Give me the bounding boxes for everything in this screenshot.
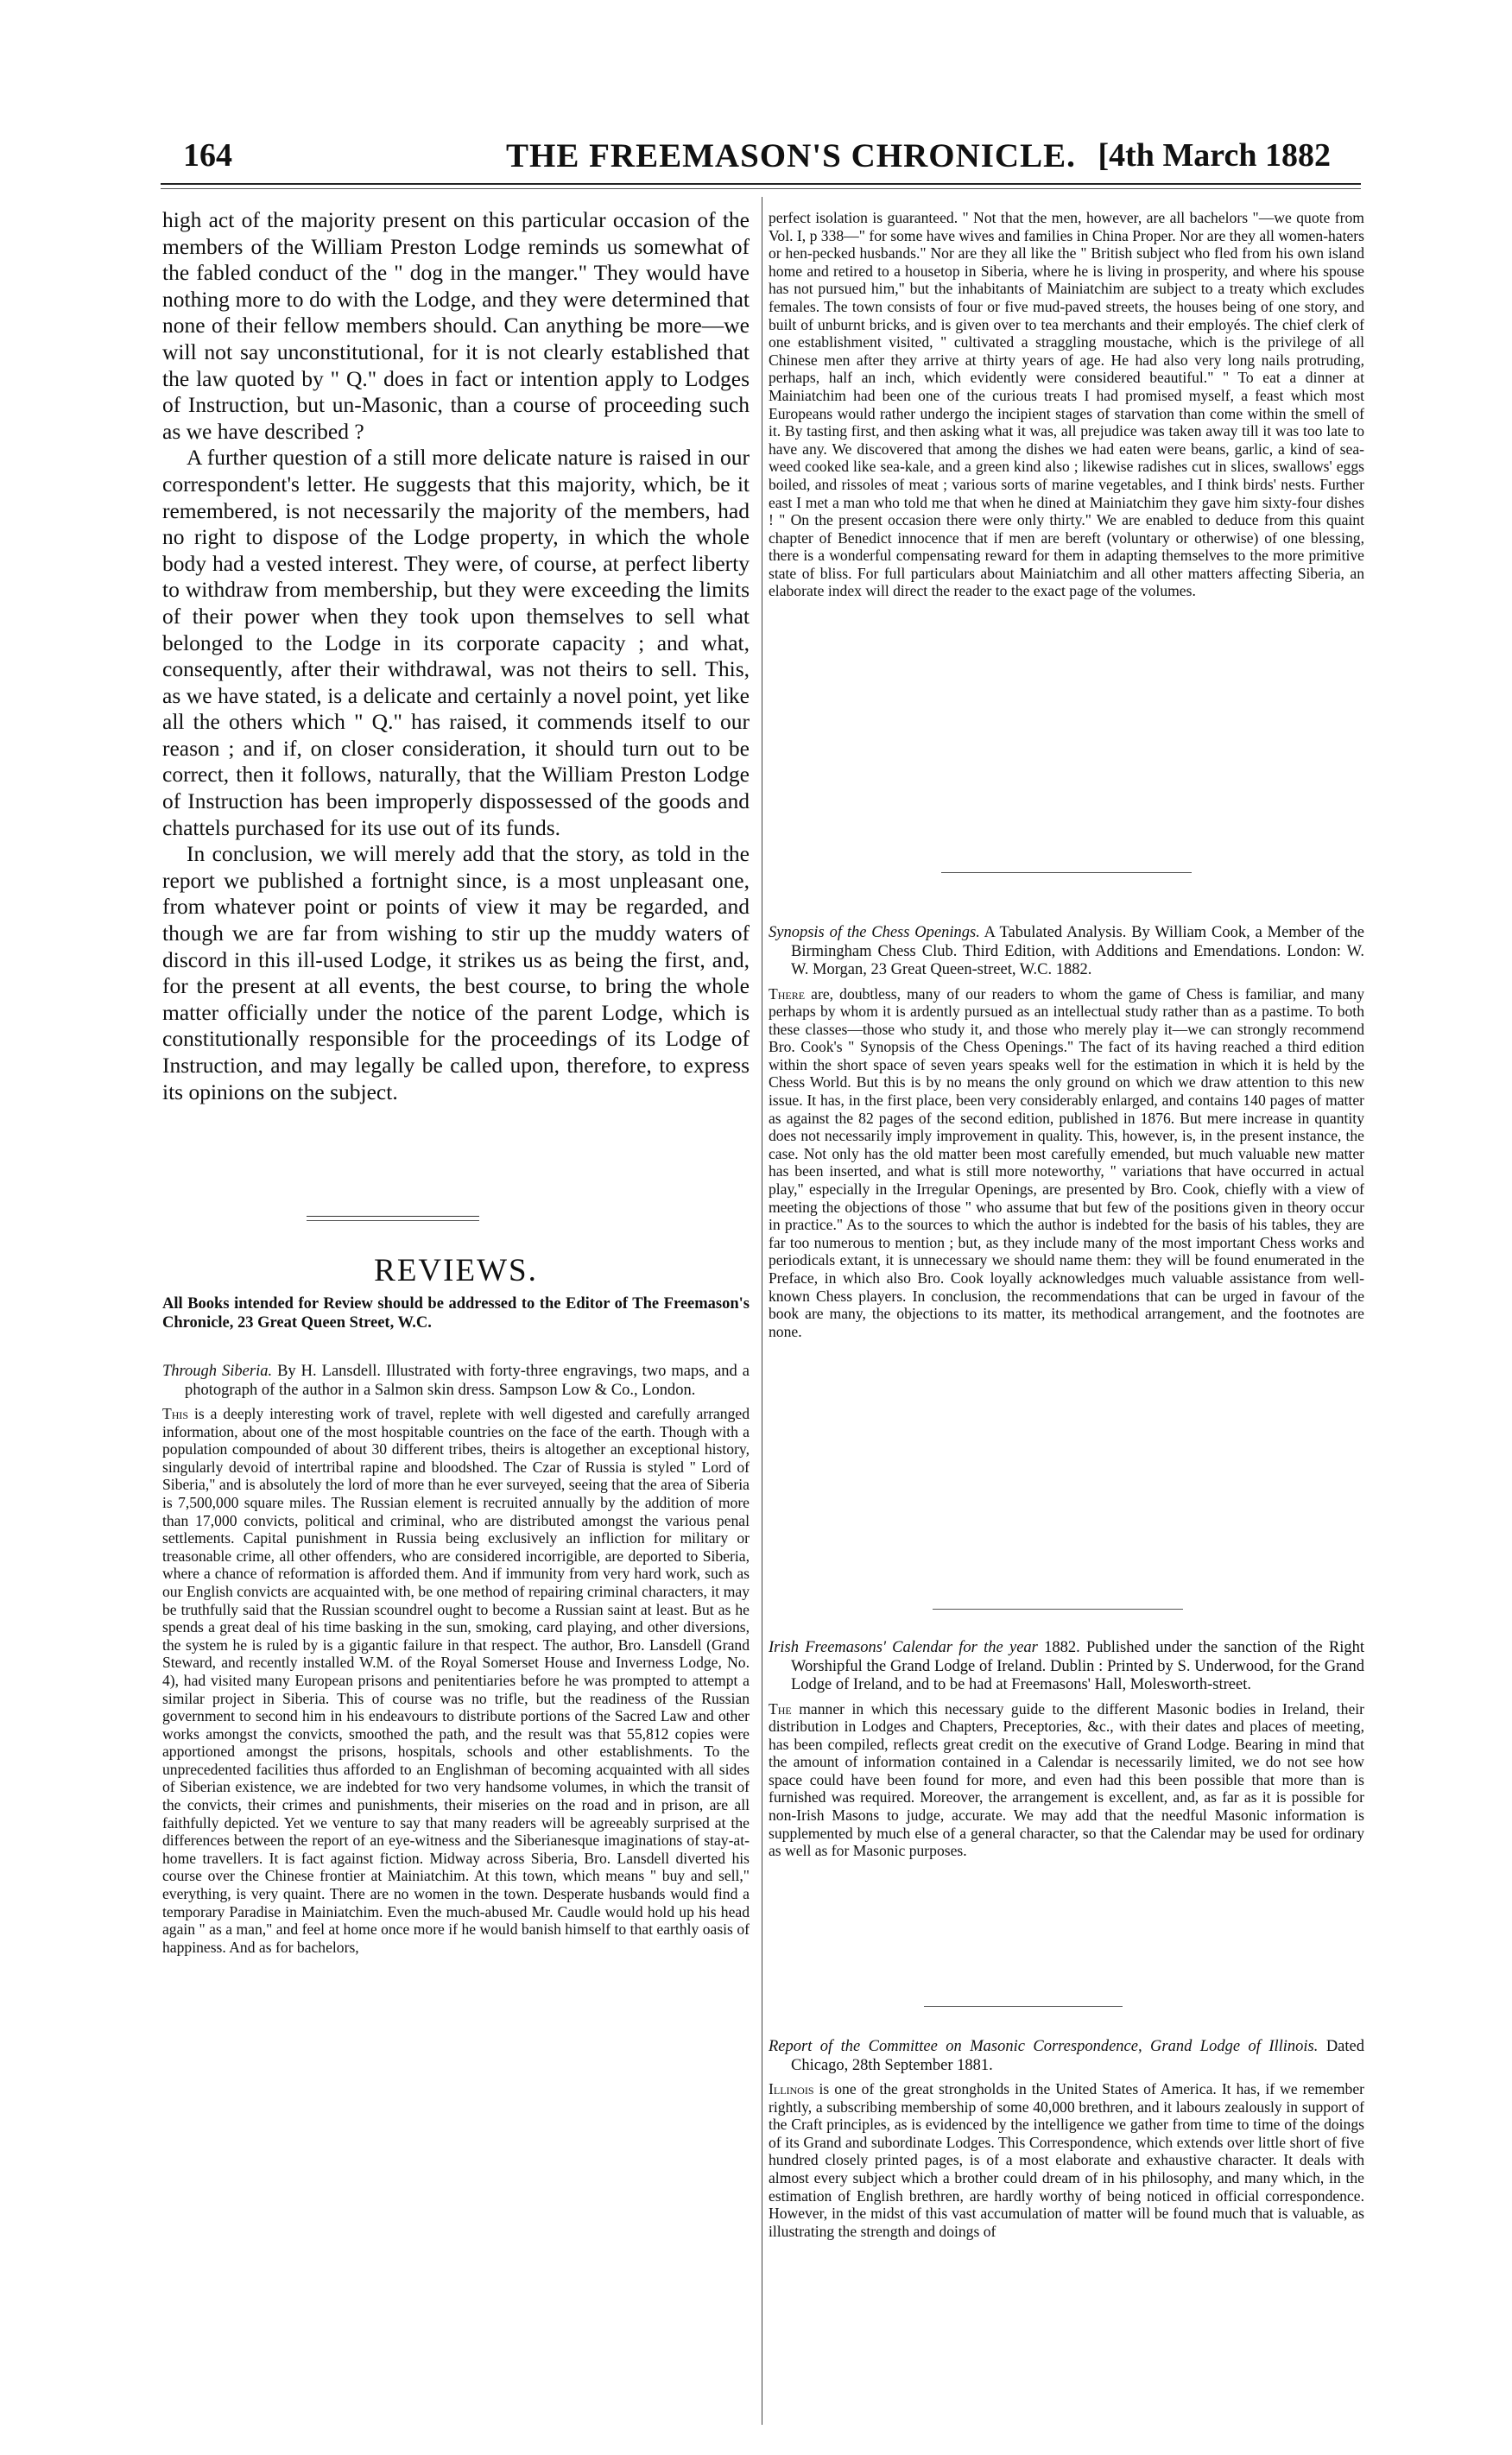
siberia-book-heading — [162, 1363, 750, 1400]
siberia-review-body — [162, 1405, 750, 1956]
illinois-book-details: Dated Chicago, 28th September 1881. — [791, 2038, 1364, 2074]
siberia-body-text: is a deeply interesting work of travel, replete with well digested and carefully arranged information, about one of the most hospitable countries on the face of the earth. Though with a population compounded of about 30 different tribes, theirs is altogether an exceptional history, singularly devoid of intertribal rapine and bloodshed. The Czar of Russia is styled " Lord of Siberia," and is absolutely the lord of more than he ever surveyed, seeing that the area of Siberia is 7,500,000 square miles. The Russian element is recruited annually by the addition of more than 17,000 convicts, political and criminal, who are distributed amongst the various penal settlements. Capital punishment in Russia being exclusively an infliction for military or treasonable crime, all other offenders, who are considered incorrigible, are deported to Siberia, where a chance of reformation is afforded them. And if immunity from very hard work, such as our English convicts are acquainted with, be one method of repairing criminal characters, it may be truthfully said that the Russian scoundrel ought to become a Russian saint at least. But as he spends a great deal of his time basking in the sun, smoking, card playing, and other diversions, the system he is ruled by is a gigantic failure in that respect. The author, Bro. Lansdell (Grand Steward, and recently installed W.M. of the Royal Somerset House and Inverness Lodge, No. 4), had visited many European prisons and penitentiaries before he was prompted to attempt a similar project in Siberia. This of course was no trifle, but the readiness of the Russian government to second him in his endeavours to distribute portions of the Sacred Law and other works amongst the convicts, smoothed the path, and the result was that 55,812 copies were apportioned amongst the prisons, hospitals, schools and other establishments. To the unprecedented facilities thus afforded to an Englishman of becoming acquainted with all sides of Siberian existence, we are indebted for two very handsome volumes, in which the transit of the convicts, their crimes and punishments, their miseries on the road and in prison, are all faithfully depicted. Yet we venture to say that many readers will be agreeably surprised at the differences between the report of an eye-witness and the Siberianesque imaginations of stay-at-home travellers. It is fact against fiction. Midway across Siberia, Bro. Lansdell diverted his course over the Chinese frontier at Mainiatchim. At this town, which means " buy and sell," everything, is very quaint. There are no women in the town. Desperate husbands would find a temporary Paradise in Mainiatchim. Even the much-abused Mr. Caudle would hold up his head again " as a man," and feel at home once more if he would banish himself to that earthly oasis of happiness. And as for bachelors, — [162, 1405, 750, 1956]
section-divider — [933, 1609, 1183, 1610]
editorial-paragraph-2: A further question of a still more delicate nature is raised in our correspondent's letter. He suggests that this majority, which, be it remembered, is not necessarily the majority of the members, had no right to dispose of the Lodge property, in which the whole body had a vested interest. They were, of course, at perfect liberty to withdraw from membership, but they were exceeding the limits of their power when they took upon themselves to sell what belonged to the Lodge in its corporate capacity ; and what, consequently, after their withdrawal, was not theirs to sell. This, as we have stated, is a delicate and certainly a novel point, yet like all the others which " Q." has raised, it commends itself to our reason ; and if, on closer consideration, it should turn out to be correct, then it follows, naturally, that the William Preston Lodge of Instruction has been improperly dispossessed of the goods and chattels purchased for its use out of its funds. — [162, 445, 750, 840]
page-number: 164 — [183, 137, 232, 174]
reviews-note: All Books intended for Review should be addressed to the Editor of The Freemason's Chronicle, 23 Great Queen Street, W.C. — [162, 1295, 750, 1332]
editorial-article — [162, 207, 750, 1105]
irish-review-body — [769, 1700, 1364, 1860]
illinois-review-body — [769, 2080, 1364, 2240]
chess-book-details: A Tabulated Analysis. By William Cook, a Member of the Birmingham Chess Club. Third Edition, with Additions and Emendations. London: W. W. Morgan, 23 Great Queen-street, W.C. 1882. — [791, 924, 1364, 978]
siberia-book-details: By H. Lansdell. Illustrated with forty-three engravings, two maps, and a photograph of the author in a Salmon skin dress. Sampson Low & Co., London. — [185, 1363, 750, 1399]
illinois-book-heading — [769, 2038, 1364, 2075]
section-divider-thin — [307, 1220, 479, 1221]
review-chess — [769, 924, 1364, 1340]
chess-book-heading — [769, 924, 1364, 980]
siberia-lead-word: This — [162, 1405, 189, 1422]
illinois-book-title: Report of the Committee on Masonic Correspondence, Grand Lodge of Illinois. — [769, 2038, 1319, 2055]
issue-date: [4th March 1882 — [1098, 137, 1331, 174]
siberia-continued — [769, 209, 1364, 600]
illinois-body-text: is one of the great strongholds in the United States of America. It has, if we remember rightly, a subscribing membership of some 40,000 brethren, and it labours zealously in support of the Craft principles, as is evidenced by the intelligence we gather from time to time of the doings of its Grand and subordinate Lodges. This Correspondence, which extends over little short of five hundred closely printed pages, is of a most elaborate and exhaustive character. It deals with almost every subject which a brother could dream of in his philosophy, and many which, in the estimation of English brethren, are hardly worthy of being noticed in official correspondence. However, in the midst of this vast accumulation of matter will be found much that is valuable, as illustrating the strength and doings of — [769, 2080, 1364, 2240]
review-irish-calendar — [769, 1639, 1364, 1860]
chess-book-title: Synopsis of the Chess Openings. — [769, 924, 980, 941]
siberia-continued-text: perfect isolation is guaranteed. " Not that the men, however, are all bachelors "—we quote from Vol. I, p 338—" for some have wives and families in China Proper. Nor are they all women-haters or hen-pecked husbands." Nor are they all like the " British subject who fled from his own island home and retired to a housetop in Siberia, where he is living in prosperity, and where his spouse has not pursued him," but the inhabitants of Mainiatchim are subject to a treaty which excludes females. The town consists of four or five mud-paved streets, the houses being of one story, and built of unburnt bricks, and is given over to tea merchants and their employés. The chief clerk of one establishment visited, " cultivated a straggling moustache, which is the privilege of all Chinese men after they arrive at thirty years of age. He had also very long nails protruding, perhaps, half an inch, which evidently were considered beautiful." " To eat a dinner at Mainiatchim had been one of the curious treats I had promised myself, a feast which most Europeans would rather undergo the incipient stages of starvation than come within the smell of it. By tasting first, and then asking what it was, all prejudice was taken away till it was too late to have any. We discovered that among the dishes we had eaten were beans, garlic, a kind of sea-weed cooked like sea-kale, and a green kind also ; likewise radishes cut in slices, swallows' eggs boiled, and rissoles of meat ; various sorts of marine vegetables, and I think birds' nests. Further east I met a man who told me that when he dined at Mainiatchim they gave him sixty-four dishes ! " On the present occasion there were only thirty." We are enabled to deduce from this quaint chapter of Benedict innocence that if men are bereft (voluntary or otherwise) of one blessing, there is a wonderful compensating reward for them in adapting themselves to the more primitive state of bliss. For full particulars about Mainiatchim and all other matters affecting Siberia, an elaborate index will direct the reader to the exact page of the volumes. — [769, 209, 1364, 600]
chess-body-text: are, doubtless, many of our readers to whom the game of Chess is familiar, and many perhaps by whom it is ardently pursued as an intellectual study rather than as a pastime. To both these classes—those who study it, and those who merely play it—we can strongly recommend Bro. Cook's " Synopsis of the Chess Openings." The fact of its having reached a third edition within the short space of seven years speaks well for the estimation in which it is held by the Chess World. But this is by no means the only ground on which we draw attention to this new issue. It has, in the first place, been very considerably enlarged, and contains 140 pages of matter as against the 82 pages of the second edition, published in 1876. But mere increase in quantity does not necessarily imply improvement in quality. This, however, is, in the present instance, the case. Not only has the old matter been most carefully emended, but much valuable new matter has been inserted, and what is still more noteworthy, " variations that have occurred in actual play," especially in the Irregular Openings, are presented by Bro. Cook, chiefly with a view of meeting the objections of those " who assume that but few of the positions given in theory occur in practice." As to the sources to which the author is indebted for the basis of his tables, they are far too numerous to mention ; but, as they include many of the most important Chess works and periodicals extant, it is unnecessary we should name them: they will be found enumerated in the Preface, in which also Bro. Cook loyally acknowledges much valuable assistance from well-known Chess players. In conclusion, the recommendations that can be urged in favour of the book are many, the objections to its matter, its methodical arrangement, and the footnotes are none. — [769, 984, 1364, 1340]
review-illinois — [769, 2038, 1364, 2240]
irish-book-title: Irish Freemasons' Calendar for the year — [769, 1639, 1038, 1656]
editorial-paragraph-3: In conclusion, we will merely add that the story, as told in the report we published a fortnight since, is a most unpleasant one, from whatever point or points of view it may be regarded, and though we are far from wishing to stir up the muddy waters of discord in this ill-used Lodge, it strikes us as being the first, and, for the present at all events, the best course, to bring the whole matter officially under the notice of the parent Lodge, which is constitutionally responsible for the proceedings of its Lodge of Instruction, and may legally be called upon, therefore, to express its opinions on the subject. — [162, 841, 750, 1104]
section-divider — [307, 1216, 479, 1217]
newspaper-title: THE FREEMASON'S CHRONICLE. — [506, 137, 1076, 174]
reviews-heading: REVIEWS. — [374, 1253, 538, 1288]
chess-review-body — [769, 985, 1364, 1341]
chess-lead-word: There — [769, 984, 806, 1003]
header-rule — [161, 183, 1361, 185]
review-siberia — [162, 1363, 750, 1956]
illinois-lead-word: Illinois — [769, 2080, 814, 2098]
irish-book-heading — [769, 1639, 1364, 1695]
masthead — [161, 136, 1357, 180]
section-divider — [941, 872, 1192, 873]
siberia-book-title: Through Siberia. — [162, 1363, 273, 1380]
section-divider — [924, 2006, 1123, 2007]
header-rule-thin — [161, 188, 1361, 189]
irish-lead-word: The — [769, 1699, 792, 1718]
irish-body-text: manner in which this necessary guide to the different Masonic bodies in Ireland, their distribution in Lodges and Chapters, Preceptories, &c., with their dates and places of meeting, has been compiled, reflects great credit on the executive of Grand Lodge. Bearing in mind that the amount of information contained in a Calendar is necessarily limited, we do not see how space could have been found for more, and even had this been possible that more than is furnished was required. Moreover, the arrangement is excellent, and, as far as it is possible for non-Irish Masons to judge, accurate. We may add that the needful Masonic information is supplemented by much else of a general character, so that the Calendar may be used for ordinary as well as for Masonic purposes. — [769, 1699, 1364, 1860]
irish-book-details: 1882. Published under the sanction of the Right Worshipful the Grand Lodge of Ireland. Dublin : Printed by S. Underwood, for the Grand Lodge of Ireland, and to be had at Freemasons' Hall, Molesworth-street. — [791, 1639, 1364, 1693]
editorial-paragraph-1: high act of the majority present on this particular occasion of the members of the William Preston Lodge reminds us somewhat of the fabled conduct of the " dog in the manger." They would have nothing more to do with the Lodge, and they were determined that none of their fellow members should. Can anything be more—we will not say unconstitutional, for it is not clearly established that the law quoted by " Q." does in fact or intention apply to Lodges of Instruction, but un-Masonic, than a course of proceeding such as we have described ? — [162, 207, 750, 444]
